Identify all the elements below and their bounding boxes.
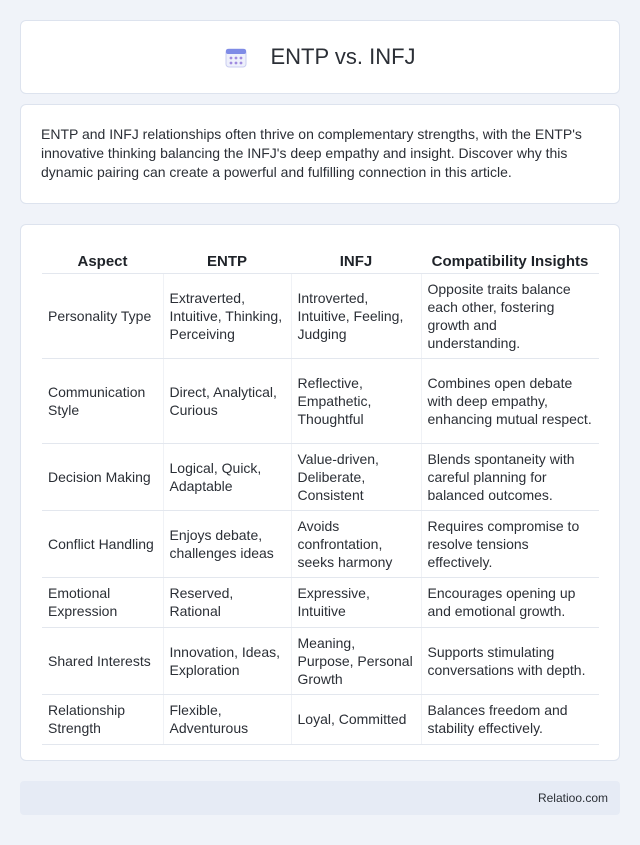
cell-aspect: Shared Interests — [42, 627, 163, 694]
table-row — [42, 443, 599, 510]
cell-aspect: Personality Type — [42, 273, 163, 358]
header-entp: ENTP — [163, 243, 291, 273]
cell-insight: Combines open debate with deep empathy, enhancing mutual respect. — [421, 358, 599, 443]
header-aspect: Aspect — [42, 243, 163, 273]
header — [224, 44, 415, 70]
cell-entp: Direct, Analytical, Curious — [163, 358, 291, 443]
cell-aspect: Relationship Strength — [42, 694, 163, 744]
table-row — [42, 510, 599, 577]
cell-aspect: Emotional Expression — [42, 577, 163, 627]
footer — [20, 781, 620, 815]
cell-entp: Extraverted, Intuitive, Thinking, Perceiving — [163, 273, 291, 358]
cell-infj: Meaning, Purpose, Personal Growth — [291, 627, 421, 694]
cell-entp: Logical, Quick, Adaptable — [163, 443, 291, 510]
cell-aspect: Decision Making — [42, 443, 163, 510]
cell-insight: Blends spontaneity with careful planning for balanced outcomes. — [421, 443, 599, 510]
cell-infj: Introverted, Intuitive, Feeling, Judging — [291, 273, 421, 358]
page-title: ENTP vs. INFJ — [270, 44, 416, 69]
cell-aspect: Conflict Handling — [42, 510, 163, 577]
table-row — [42, 577, 599, 627]
table-header-row — [42, 243, 599, 273]
cell-entp: Enjoys debate, challenges ideas — [163, 510, 291, 577]
comparison-table — [42, 243, 599, 745]
header-card — [20, 20, 620, 94]
cell-insight: Balances freedom and stability effectively. — [421, 694, 599, 744]
table-row — [42, 273, 599, 358]
cell-insight: Opposite traits balance each other, fostering growth and understanding. — [421, 273, 599, 358]
cell-insight: Supports stimulating conversations with depth. — [421, 627, 599, 694]
footer-site[interactable]: Relatioo.com — [537, 791, 608, 805]
calendar-icon — [224, 45, 248, 69]
cell-entp: Flexible, Adventurous — [163, 694, 291, 744]
table-card — [20, 224, 620, 761]
cell-infj: Avoids confrontation, seeks harmony — [291, 510, 421, 577]
cell-aspect: Communication Style — [42, 358, 163, 443]
table-row — [42, 694, 599, 744]
cell-insight: Requires compromise to resolve tensions effectively. — [421, 510, 599, 577]
header-compatibility: Compatibility Insights — [421, 243, 599, 273]
cell-infj: Value-driven, Deliberate, Consistent — [291, 443, 421, 510]
intro-text: ENTP and INFJ relationships often thrive on complementary strengths, with the ENTP's innovative thinking balancing the INFJ's deep empathy and insight. Discover why this dynamic pairing can create a powerful and fulfilling connection in this article. — [41, 126, 582, 180]
table-row — [42, 358, 599, 443]
intro-card — [20, 104, 620, 204]
cell-infj: Loyal, Committed — [291, 694, 421, 744]
cell-insight: Encourages opening up and emotional growth. — [421, 577, 599, 627]
cell-infj: Reflective, Empathetic, Thoughtful — [291, 358, 421, 443]
cell-entp: Reserved, Rational — [163, 577, 291, 627]
cell-infj: Expressive, Intuitive — [291, 577, 421, 627]
cell-entp: Innovation, Ideas, Exploration — [163, 627, 291, 694]
header-infj: INFJ — [291, 243, 421, 273]
table-row — [42, 627, 599, 694]
